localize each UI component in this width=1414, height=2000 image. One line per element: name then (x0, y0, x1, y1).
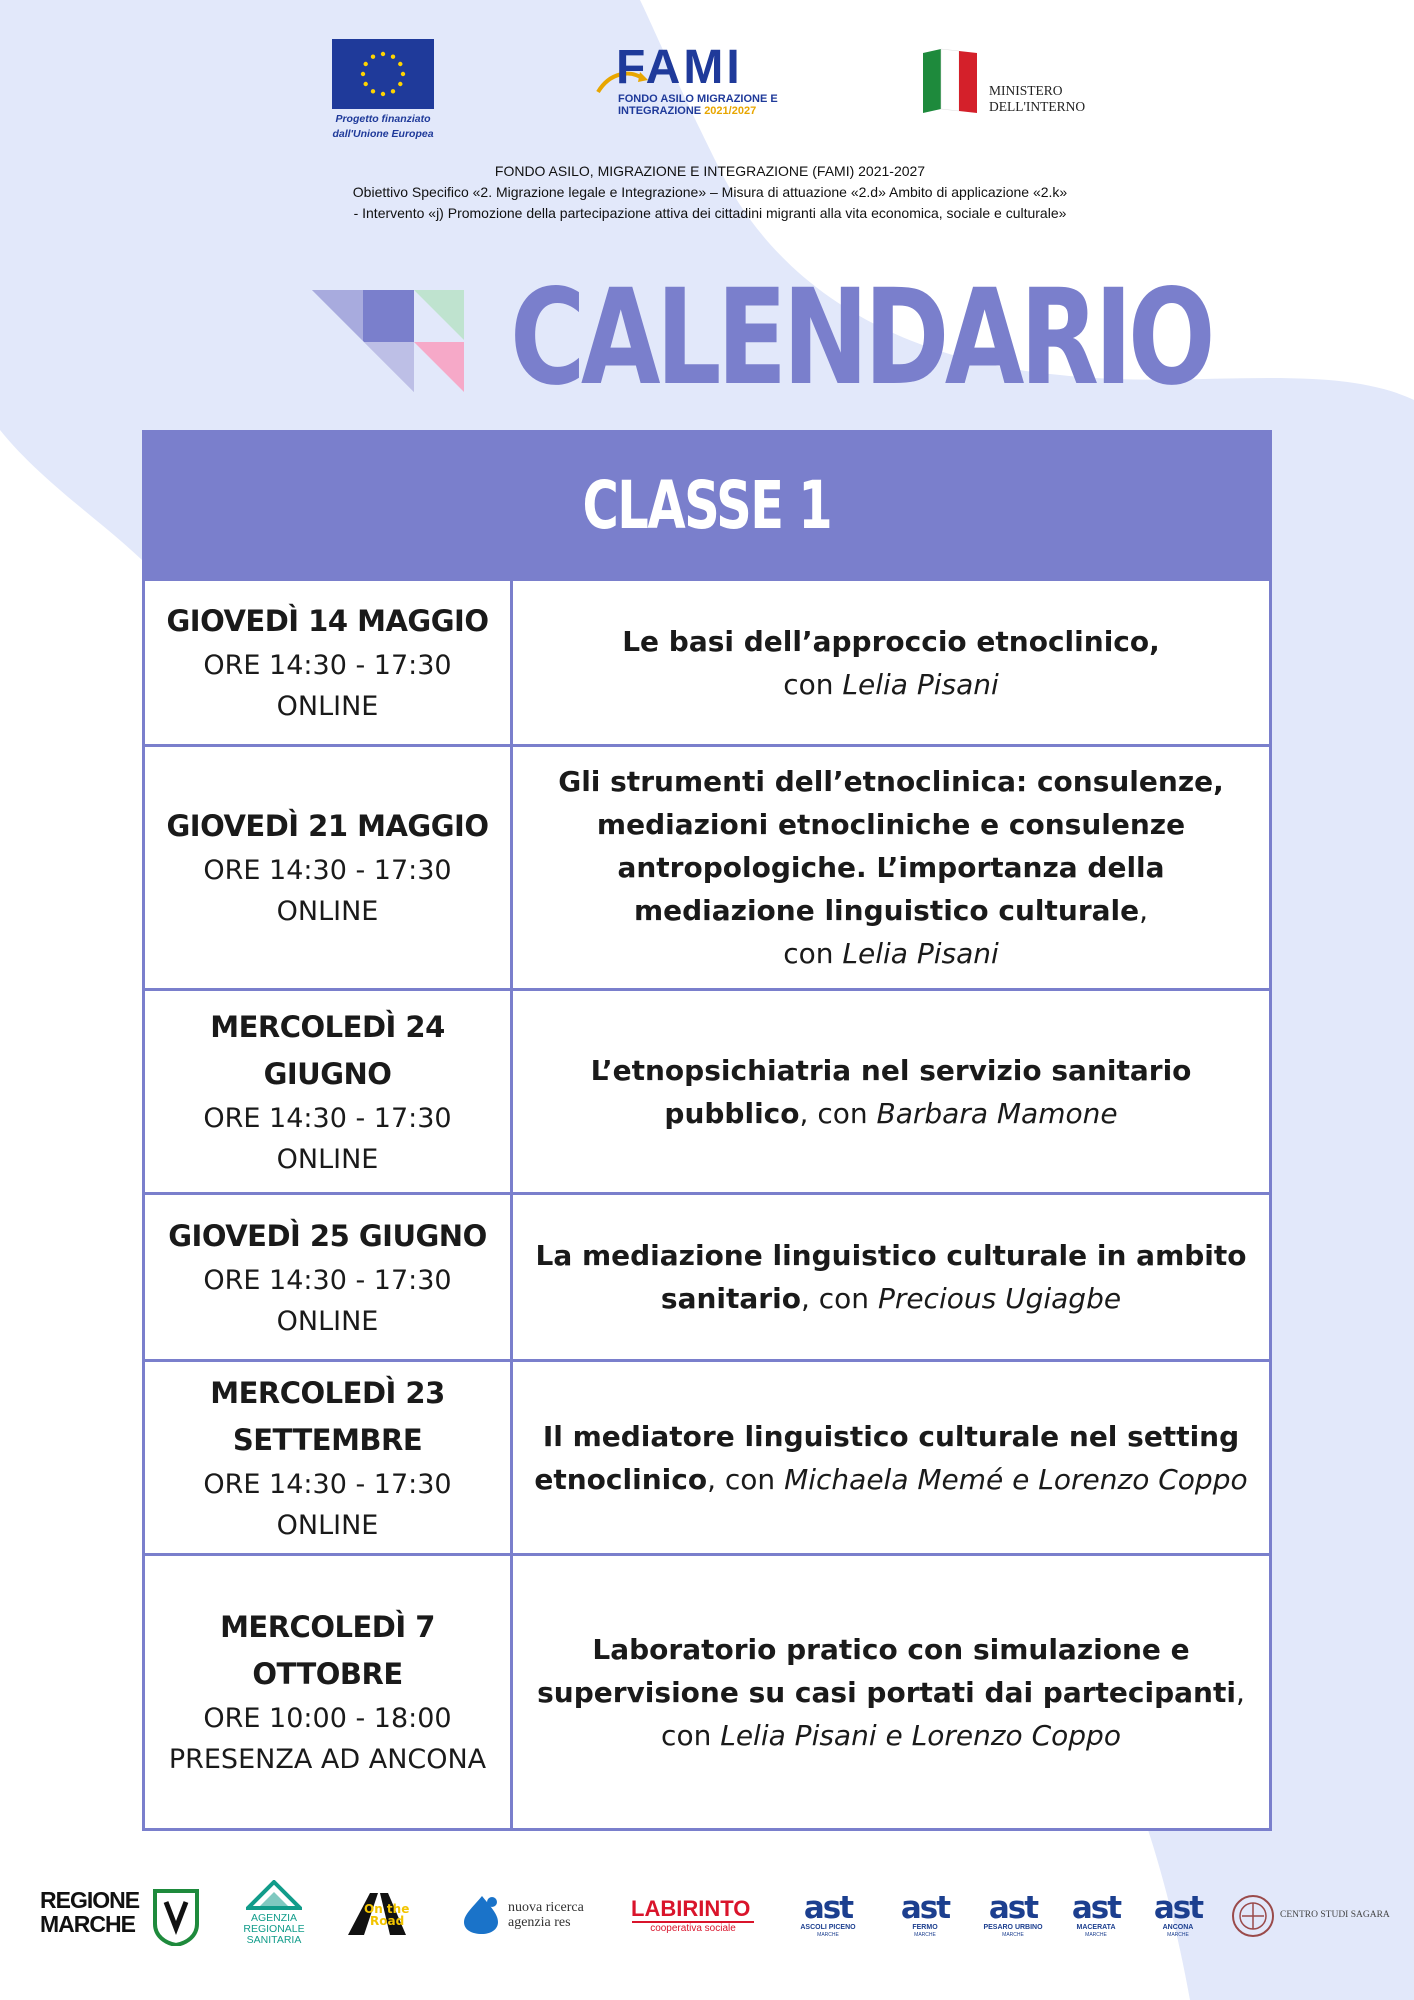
topic-cell (513, 581, 1269, 744)
date-cell (145, 581, 513, 744)
ast-word: ast (988, 1890, 1038, 1926)
ast-area: MACERATA (1076, 1924, 1116, 1931)
connector: con (661, 1718, 712, 1752)
regione-shield-icon (152, 1888, 200, 1946)
date-cell (145, 1556, 513, 1828)
ast-word: ast (900, 1890, 950, 1926)
nuova-ricerca-logo (508, 1900, 584, 1930)
connector: con (817, 1096, 868, 1130)
topic-title: Il mediatore linguistico culturale nel setting etnoclinico (534, 1419, 1240, 1496)
session-mode: ONLINE (276, 691, 379, 722)
ministry-line1: MINISTERO (989, 83, 1063, 98)
table-row (145, 578, 1269, 744)
ast-region: MARCHE (1002, 1932, 1024, 1938)
triangle-logo-icon (312, 290, 464, 392)
ast-ascoli-logo (795, 1890, 861, 1938)
topic-text (527, 760, 1255, 975)
session-day: GIOVEDÌ 25 GIUGNO (168, 1218, 487, 1253)
topic-text (527, 1234, 1255, 1320)
fami-years: 2021/2027 (704, 105, 757, 117)
topic-suffix: , (800, 1282, 810, 1315)
sagara-label: CENTRO STUDI SAGARA (1280, 1910, 1390, 1920)
session-day: MERCOLEDÌ 23 SETTEMBRE (210, 1375, 445, 1457)
topic-cell (513, 1362, 1269, 1553)
topic-suffix: , (1235, 1675, 1245, 1709)
table-row (145, 1359, 1269, 1553)
session-time: ORE 14:30 - 17:30 (203, 855, 452, 886)
ast-region: MARCHE (1167, 1932, 1189, 1938)
ast-fermo-logo (892, 1890, 958, 1938)
regione-line2: MARCHE (40, 1911, 135, 1937)
topic-cell (513, 747, 1269, 988)
session-mode: ONLINE (276, 1143, 379, 1175)
session-time: ORE 14:30 - 17:30 (203, 1102, 452, 1134)
ast-area: FERMO (912, 1924, 938, 1931)
ast-region: MARCHE (1085, 1932, 1107, 1938)
fami-sub-line1: FONDO ASILO MIGRAZIONE E (618, 93, 778, 105)
topic-title: L’etnopsichiatria nel servizio sanitario pubblico (590, 1053, 1192, 1130)
ministry-line2: DELL'INTERNO (989, 99, 1086, 114)
session-time: ORE 14:30 - 17:30 (203, 1468, 452, 1500)
ministry-label (989, 83, 1085, 115)
ars-line3: SANITARIA (246, 1934, 302, 1946)
fami-sub-line2: INTEGRAZIONE (618, 105, 702, 117)
ast-region: MARCHE (914, 1932, 936, 1938)
labirinto-logo: LABIRINTO (631, 1896, 751, 1921)
session-mode: ONLINE (276, 1509, 379, 1541)
ars-triangle-icon (246, 1880, 302, 1910)
eu-caption-line2: dall'Unione Europea (332, 128, 434, 140)
topic-title: Laboratorio pratico con simulazione e supervisione su casi portati dai partecipanti (537, 1632, 1236, 1709)
ast-word: ast (803, 1890, 853, 1926)
speakers: Lelia Pisani (842, 667, 999, 701)
table-row (145, 1553, 1269, 1828)
class-heading: CLASSE 1 (582, 467, 832, 544)
on-the-road-logo-icon (340, 1885, 420, 1940)
topic-title: La mediazione linguistico culturale in ambito sanitario (535, 1239, 1247, 1315)
session-time: ORE 14:30 - 17:30 (203, 1264, 452, 1296)
page-title: CALENDARIO (510, 261, 1211, 415)
header-logos (0, 0, 1414, 240)
connector: con (818, 1282, 870, 1315)
ast-area: PESARO URBINO (983, 1924, 1043, 1931)
topic-text (531, 1415, 1251, 1501)
ast-pesaro-logo (980, 1890, 1046, 1938)
fund-line2: Obiettivo Specifico «2. Migrazione legale e Integrazione» – Misura di attuazione «2.d» Ambito di applicazione «2.k» (352, 184, 1068, 200)
speakers: Precious Ugiagbe (877, 1282, 1122, 1315)
fami-logo-text: FAMI (616, 41, 743, 94)
topic-suffix: , (707, 1462, 716, 1496)
session-day: MERCOLEDÌ 24 GIUGNO (210, 1009, 445, 1091)
ast-ancona-logo (1145, 1890, 1211, 1938)
speakers: Michaela Memé e Lorenzo Coppo (784, 1462, 1248, 1496)
date-cell (145, 1195, 513, 1359)
date-cell (145, 747, 513, 988)
nuova-ricerca-drop-icon (460, 1892, 504, 1936)
topic-suffix: , (799, 1096, 809, 1130)
ast-area: ASCOLI PICENO (800, 1924, 856, 1931)
eu-caption-line1: Progetto finanziato (335, 113, 431, 125)
session-time: ORE 14:30 - 17:30 (203, 650, 452, 681)
speakers: Lelia Pisani e Lorenzo Coppo (720, 1718, 1121, 1752)
topic-title: Gli strumenti dell’etnoclinica: consulenze, mediazioni etnocliniche e consulenze antropologiche. L’importanza della mediazione linguistico culturale (558, 765, 1224, 927)
ast-area: ANCONA (1162, 1924, 1194, 1931)
table-header (145, 433, 1269, 578)
calendar-table (142, 430, 1272, 1831)
session-time: ORE 10:00 - 18:00 (203, 1703, 452, 1734)
topic-cell (513, 991, 1269, 1192)
fund-description (240, 161, 1180, 224)
topic-suffix: , (1139, 894, 1149, 927)
table-row (145, 1192, 1269, 1359)
ast-word: ast (1153, 1890, 1203, 1926)
session-mode: PRESENZA AD ANCONA (168, 1744, 487, 1775)
fund-line3: - Intervento «j) Promozione della partecipazione attiva dei cittadini migranti alla vita economica, sociale e culturale» (353, 205, 1067, 221)
connector: con (783, 667, 834, 701)
svg-text:On the: On the (364, 1902, 410, 1916)
session-day: GIOVEDÌ 14 MAGGIO (166, 604, 489, 638)
topic-text (571, 1049, 1211, 1135)
date-cell (145, 1362, 513, 1553)
italian-flag-icon (921, 47, 979, 115)
ars-line2: REGIONALE (243, 1923, 305, 1935)
regione-line1: REGIONE (40, 1887, 140, 1913)
ast-macerata-logo (1063, 1890, 1129, 1938)
table-row (145, 988, 1269, 1192)
eu-flag-icon (332, 39, 434, 109)
fami-subtitle (618, 93, 778, 117)
ast-region: MARCHE (817, 1932, 839, 1938)
session-mode: ONLINE (276, 1305, 379, 1337)
topic-cell (513, 1195, 1269, 1359)
labirinto-subtitle: cooperativa sociale (632, 1921, 754, 1934)
topic-cell (513, 1556, 1269, 1828)
session-day: MERCOLEDÌ 7 OTTOBRE (220, 1610, 435, 1691)
topic-text (622, 620, 1160, 706)
date-cell (145, 991, 513, 1192)
sagara-emblem-icon (1230, 1893, 1276, 1939)
connector: con (783, 937, 834, 970)
eu-caption (308, 112, 458, 142)
session-mode: ONLINE (276, 896, 379, 927)
ast-word: ast (1071, 1890, 1121, 1926)
nuova-line1: nuova ricerca (508, 1900, 584, 1915)
speakers: Lelia Pisani (842, 937, 999, 970)
speakers: Barbara Mamone (876, 1096, 1118, 1130)
connector: con (724, 1462, 776, 1496)
table-row (145, 744, 1269, 988)
ars-line1: AGENZIA (250, 1912, 298, 1924)
session-day: GIOVEDÌ 21 MAGGIO (166, 809, 489, 843)
topic-text (527, 1628, 1255, 1757)
ars-logo (236, 1913, 312, 1946)
fund-line1: FONDO ASILO, MIGRAZIONE E INTEGRAZIONE (FAMI) 2021-2027 (494, 163, 926, 179)
topic-title: Le basi dell’approccio etnoclinico, (622, 624, 1160, 658)
nuova-line2: agenzia res (508, 1915, 571, 1930)
regione-marche-logo (40, 1888, 139, 1936)
svg-text:Road: Road (370, 1914, 405, 1928)
